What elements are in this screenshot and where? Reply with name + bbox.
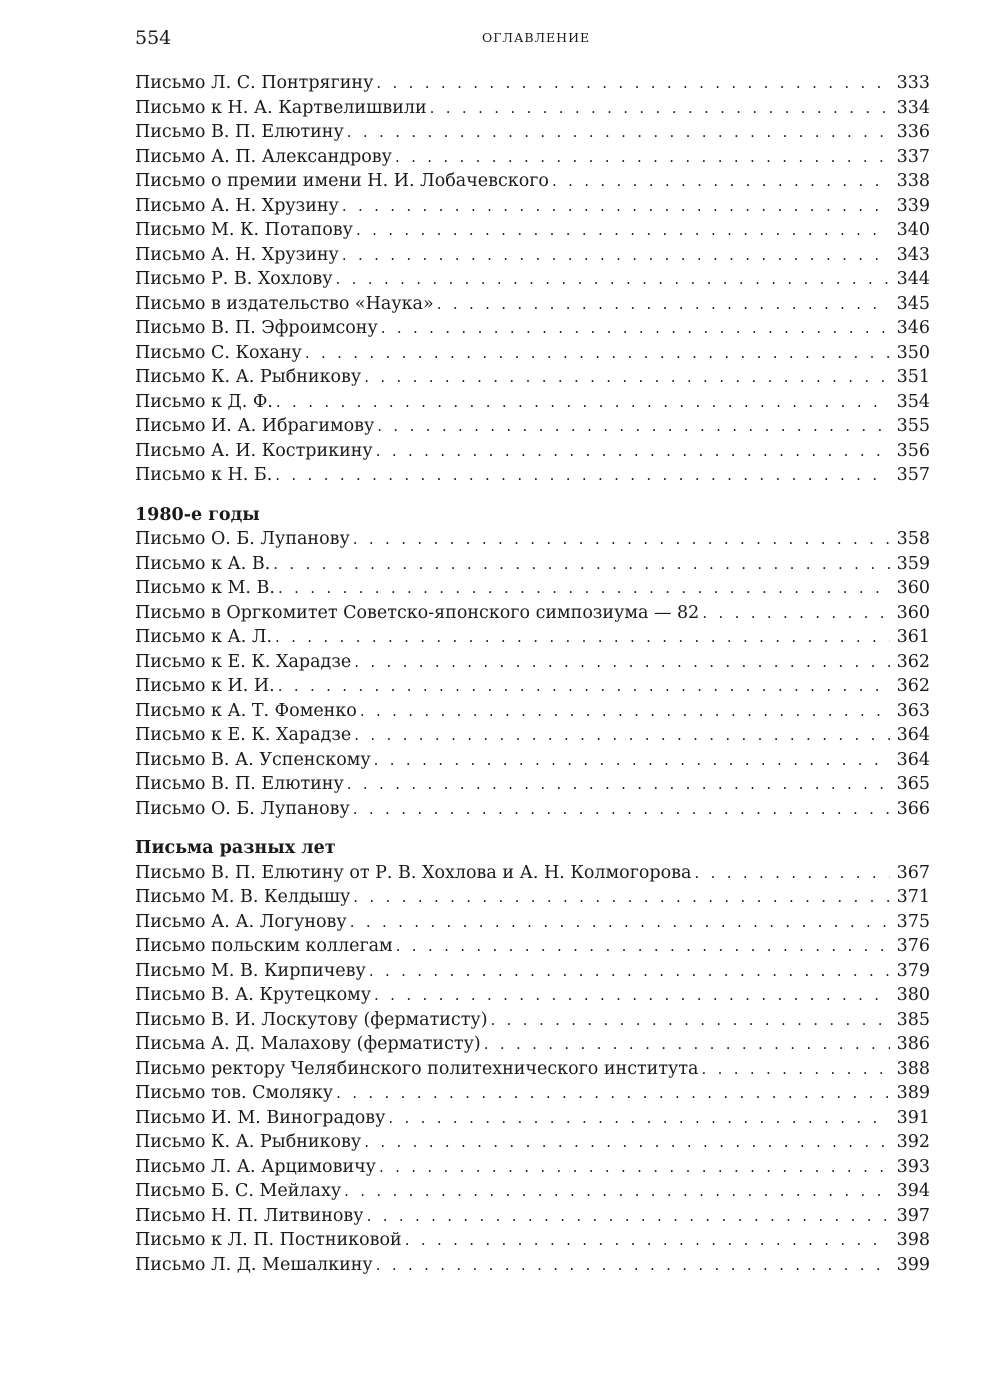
toc-entry[interactable] (135, 96, 930, 121)
toc-entry[interactable] (135, 861, 930, 886)
section-heading: Письма разных лет (135, 838, 336, 858)
toc-entry[interactable] (135, 723, 930, 748)
toc-entry[interactable] (135, 934, 930, 959)
toc-entry-title: Письмо И. А. Ибрагимову (135, 416, 375, 436)
toc-entry-title: Письмо к А. В. (135, 553, 271, 574)
toc-entry-title: Письмо в Оргкомитет Советско-японского симпозиума — 82 (135, 602, 700, 623)
toc-entry[interactable] (135, 1081, 930, 1106)
dot-leader (694, 861, 890, 886)
dot-leader (275, 463, 890, 488)
toc-entry-page: 350 (896, 342, 930, 363)
table-of-contents (135, 71, 930, 1277)
toc-entry[interactable] (135, 292, 930, 317)
running-title: ОГЛАВЛЕНИЕ (482, 30, 591, 45)
toc-entry-page: 356 (896, 440, 930, 461)
toc-entry-title: Письмо в издательство «Наука» (135, 293, 434, 314)
toc-entry[interactable] (135, 1130, 930, 1155)
toc-entry-title: Письмо А. П. Александрову (135, 146, 392, 167)
toc-entry-page: 360 (896, 602, 930, 623)
toc-entry-title: Письмо Л. С. Понтрягину (135, 73, 374, 93)
toc-entry-page: 346 (896, 318, 930, 338)
toc-entry[interactable] (135, 145, 930, 170)
toc-entry[interactable] (135, 983, 930, 1008)
toc-entry[interactable] (135, 910, 930, 935)
dot-leader (376, 71, 890, 96)
toc-entry-title: Письмо А. Н. Хрузину (135, 195, 339, 216)
dot-leader (437, 292, 890, 317)
toc-entry-title: Письмо А. И. Кострикину (135, 440, 373, 461)
toc-section (135, 836, 930, 1277)
dot-leader (484, 1032, 890, 1057)
dot-leader (360, 699, 890, 724)
toc-entry[interactable] (135, 390, 930, 415)
toc-entry-title: Письмо В. И. Лоскутову (ферматисту) (135, 1009, 488, 1030)
toc-entry[interactable] (135, 748, 930, 773)
toc-entry-page: 354 (896, 391, 930, 412)
toc-entry-page: 355 (896, 416, 930, 436)
toc-entry-title: Письмо К. А. Рыбникову (135, 1132, 362, 1152)
toc-entry-page: 334 (896, 97, 930, 118)
toc-entry-title: Письмо А. А. Логунову (135, 911, 347, 932)
toc-entry-page: 344 (896, 269, 930, 289)
toc-entry[interactable] (135, 772, 930, 797)
toc-entry-title: Письмо ректору Челябинского политехнического института (135, 1058, 699, 1079)
toc-entry[interactable] (135, 169, 930, 194)
dot-leader (350, 910, 890, 935)
dot-leader (353, 885, 890, 910)
dot-leader (395, 145, 890, 170)
toc-entry-title: Письмо Л. Д. Мешалкину (135, 1254, 373, 1275)
toc-entry-page: 397 (896, 1205, 930, 1226)
toc-entry-page: 338 (896, 171, 930, 191)
dot-leader (336, 267, 890, 292)
dot-leader (336, 1081, 890, 1106)
toc-entry[interactable] (135, 1008, 930, 1033)
toc-entry-page: 337 (896, 146, 930, 167)
dot-leader (369, 959, 890, 984)
toc-entry-title: Письмо К. А. Рыбникову (135, 367, 362, 387)
toc-entry[interactable] (135, 576, 930, 601)
dot-leader (305, 341, 890, 366)
toc-entry[interactable] (135, 885, 930, 910)
toc-entry-page: 364 (896, 725, 930, 745)
toc-entry-title: Письмо к М. В. (135, 578, 275, 598)
dot-leader (353, 797, 890, 822)
toc-entry-title: Письмо В. А. Крутецкому (135, 985, 372, 1005)
dot-leader (376, 439, 890, 464)
toc-entry-page: 394 (896, 1181, 930, 1201)
toc-entry-title: Письмо О. Б. Лупанову (135, 798, 350, 819)
toc-entry-title: Письмо Б. С. Мейлаху (135, 1181, 342, 1201)
toc-entry-page: 385 (896, 1009, 930, 1030)
toc-entry-page: 399 (896, 1254, 930, 1275)
toc-entry-page: 363 (896, 700, 930, 721)
dot-leader (275, 625, 890, 650)
dot-leader (374, 748, 890, 773)
toc-entry-page: 389 (896, 1083, 930, 1103)
dot-leader (405, 1228, 890, 1253)
toc-entry[interactable] (135, 625, 930, 650)
toc-entry[interactable] (135, 552, 930, 577)
dot-leader (491, 1008, 890, 1033)
toc-entry[interactable] (135, 1253, 930, 1278)
dot-leader (278, 576, 890, 601)
dot-leader (276, 390, 890, 415)
dot-leader (552, 169, 890, 194)
toc-entry[interactable] (135, 1204, 930, 1229)
page-number: 554 (135, 27, 172, 49)
dot-leader (376, 1253, 890, 1278)
toc-entry-title: Письмо М. В. Кирпичеву (135, 960, 366, 981)
toc-entry-page: 358 (896, 529, 930, 549)
toc-entry-title: Письмо М. К. Потапову (135, 220, 353, 240)
toc-entry-title: Письма А. Д. Малахову (ферматисту) (135, 1034, 481, 1054)
toc-entry[interactable] (135, 439, 930, 464)
toc-entry[interactable] (135, 650, 930, 675)
toc-entry-page: 375 (896, 911, 930, 932)
toc-entry-page: 379 (896, 960, 930, 981)
toc-entry-page: 362 (896, 676, 930, 696)
toc-entry-page: 336 (896, 122, 930, 142)
toc-entry[interactable] (135, 1032, 930, 1057)
toc-entry[interactable] (135, 959, 930, 984)
toc-entry-page: 388 (896, 1058, 930, 1079)
toc-entry-page: 365 (896, 774, 930, 794)
toc-entry-title: Письмо к Л. П. Постниковой (135, 1230, 402, 1250)
toc-entry-title: Письмо Л. А. Арцимовичу (135, 1156, 376, 1177)
toc-entry-title: Письмо В. П. Эфроимсону (135, 318, 378, 338)
toc-entry-page: 360 (896, 578, 930, 598)
toc-entry-page: 367 (896, 862, 930, 883)
dot-leader (353, 527, 890, 552)
toc-entry-page: 392 (896, 1132, 930, 1152)
toc-entry-page: 386 (896, 1034, 930, 1054)
toc-entry-title: Письмо польским коллегам (135, 936, 393, 956)
toc-entry-page: 391 (896, 1107, 930, 1128)
toc-entry[interactable] (135, 1228, 930, 1253)
toc-entry[interactable] (135, 120, 930, 145)
toc-entry[interactable] (135, 1106, 930, 1131)
dot-leader (388, 1106, 890, 1131)
section-heading: 1980-е годы (135, 504, 260, 525)
dot-leader (364, 1130, 890, 1155)
dot-leader (364, 365, 890, 390)
toc-entry-page: 380 (896, 985, 930, 1005)
toc-entry[interactable] (135, 194, 930, 219)
toc-entry-title: Письмо к Е. К. Харадзе (135, 651, 352, 672)
toc-entry[interactable] (135, 527, 930, 552)
toc-entry[interactable] (135, 1179, 930, 1204)
toc-entry-title: Письмо О. Б. Лупанову (135, 529, 350, 549)
toc-entry-page: 361 (896, 627, 930, 647)
toc-entry[interactable] (135, 243, 930, 268)
toc-entry[interactable] (135, 267, 930, 292)
toc-entry-page: 333 (896, 73, 930, 93)
dot-leader (377, 414, 890, 439)
toc-entry[interactable] (135, 797, 930, 822)
toc-entry[interactable] (135, 601, 930, 626)
toc-entry-title: Письмо Н. П. Литвинову (135, 1205, 364, 1226)
dot-leader (379, 1155, 890, 1180)
dot-leader (347, 772, 890, 797)
toc-entry-title: Письмо В. П. Елютину от Р. В. Хохлова и А. Н. Колмогорова (135, 862, 692, 883)
dot-leader (342, 194, 890, 219)
dot-leader (344, 1179, 890, 1204)
toc-entry[interactable] (135, 1155, 930, 1180)
toc-entry[interactable] (135, 71, 930, 96)
dot-leader (367, 1204, 890, 1229)
dot-leader (701, 1057, 890, 1082)
toc-entry-page: 362 (896, 651, 930, 672)
toc-entry[interactable] (135, 341, 930, 366)
toc-section (135, 503, 930, 822)
toc-entry[interactable] (135, 316, 930, 341)
toc-entry-title: Письмо тов. Смоляку (135, 1083, 334, 1103)
toc-entry-page: 351 (896, 367, 930, 387)
toc-entry-page: 364 (896, 749, 930, 770)
toc-entry-page: 371 (896, 887, 930, 907)
dot-leader (278, 674, 890, 699)
toc-entry-page: 357 (896, 465, 930, 485)
toc-entry[interactable] (135, 414, 930, 439)
toc-entry-title: Письмо к Н. Б. (135, 465, 273, 485)
toc-entry[interactable] (135, 699, 930, 724)
toc-entry-page: 398 (896, 1230, 930, 1250)
dot-leader (374, 983, 890, 1008)
toc-entry-title: Письмо к И. И. (135, 676, 275, 696)
toc-entry-page: 340 (896, 220, 930, 240)
toc-entry-title: Письмо к А. Л. (135, 627, 273, 647)
toc-entry[interactable] (135, 365, 930, 390)
toc-entry-page: 366 (896, 798, 930, 819)
dot-leader (381, 316, 890, 341)
toc-entry-page: 345 (896, 293, 930, 314)
toc-entry[interactable] (135, 463, 930, 488)
dot-leader (354, 650, 890, 675)
toc-entry-page: 339 (896, 195, 930, 216)
toc-entry-title: Письмо к Н. А. Картвелишвили (135, 97, 427, 118)
toc-entry-title: Письмо к Д. Ф. (135, 391, 273, 412)
dot-leader (430, 96, 890, 121)
toc-entry-title: Письмо к Е. К. Харадзе (135, 725, 352, 745)
toc-entry-title: Письмо И. М. Виноградову (135, 1107, 386, 1128)
toc-entry-title: Письмо М. В. Келдышу (135, 887, 351, 907)
toc-entry-title: Письмо о премии имени Н. И. Лобачевского (135, 171, 549, 191)
toc-entry-title: Письмо В. П. Елютину (135, 122, 344, 142)
dot-leader (354, 723, 890, 748)
toc-entry-page: 393 (896, 1156, 930, 1177)
toc-entry-title: Письмо Р. В. Хохлову (135, 269, 333, 289)
toc-entry-title: Письмо В. П. Елютину (135, 774, 344, 794)
toc-entry-page: 343 (896, 244, 930, 265)
toc-entry-title: Письмо к А. Т. Фоменко (135, 700, 357, 721)
dot-leader (342, 243, 890, 268)
toc-entry[interactable] (135, 674, 930, 699)
toc-entry-page: 376 (896, 936, 930, 956)
toc-entry-title: Письмо А. Н. Хрузину (135, 244, 339, 265)
toc-entry-title: Письмо С. Кохану (135, 342, 302, 363)
toc-entry[interactable] (135, 218, 930, 243)
toc-entry[interactable] (135, 1057, 930, 1082)
toc-entry-title: Письмо В. А. Успенскому (135, 749, 371, 770)
dot-leader (273, 552, 890, 577)
dot-leader (356, 218, 890, 243)
dot-leader (347, 120, 890, 145)
dot-leader (702, 601, 890, 626)
toc-entry-page: 359 (896, 553, 930, 574)
toc-section (135, 71, 930, 488)
dot-leader (396, 934, 890, 959)
